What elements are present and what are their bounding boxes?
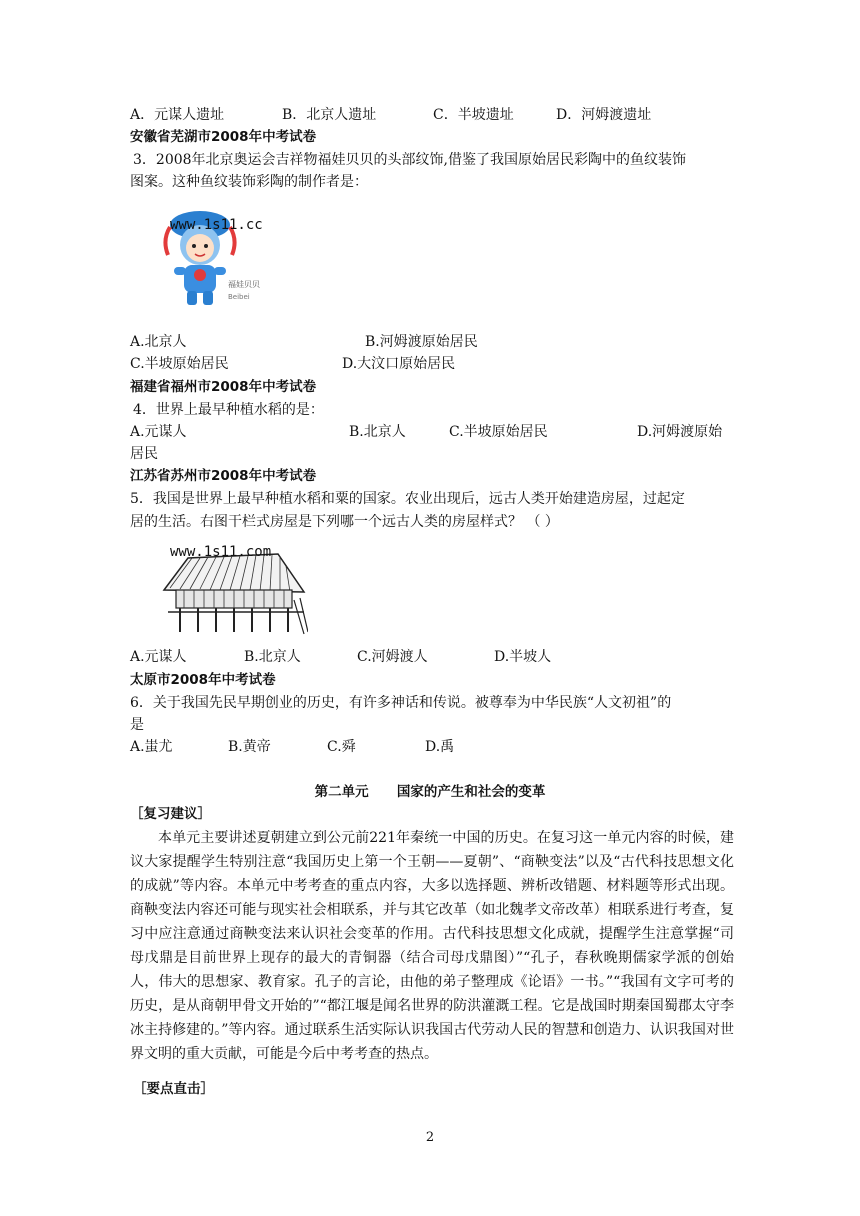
page-number: 2 [425, 1130, 435, 1145]
q4-option-d: D.河姆渡原始 [637, 424, 723, 440]
section-heading-wuhu: 安徽省芜湖市2008年中考试卷 [130, 129, 317, 145]
review-heading: ［复习建议］ [130, 806, 211, 822]
q2-option-b: B．北京人遗址 [282, 107, 377, 123]
q5-option-c: C.河姆渡人 [357, 649, 428, 665]
review-paragraph: 本单元主要讲述夏朝建立到公元前221年秦统一中国的历史。在复习这一单元内容的时候，建议大家提醒学生特别注意“我国历史上第一个王朝——夏朝”、“商鞅变法”以及“古代科技思想文化的成就”等内容。本单元中考考查的重点内容，大多以选择题、辨析改错题、材料题等形式出现。商鞅变法内容还可能与现实社会相联系，并与其它改革（如北魏孝文帝改革）相联系进行考查，复习中应注意通过商鞅变法来认识社会变革的作用。古代科技思想文化成就，提醒学生注意掌握“司母戊鼎是目前世界上现存的最大的青铜器（结合司母戊鼎图）”“孔子，春秋晚期儒家学派的创始人，伟大的思想家、教育家。孔子的言论，由他的弟子整理成《论语》一书。”“我国有文字可考的历史，是从商朝甲骨文开始的”“都江堰是闻名世界的防洪灌溉工程。它是战国时期秦国蜀郡太守李冰主持修建的。”等内容。通过联系生活实际认识我国古代劳动人民的智慧和创造力、认识我国对世界文明的重大贡献，可能是今后中考考查的热点。 [130, 830, 734, 1062]
question-3-stem-cont: 图案。这种鱼纹装饰彩陶的制作者是： [130, 174, 368, 190]
q3-option-c: C.半坡原始居民 [130, 356, 229, 372]
question-6-stem-cont: 是 [130, 717, 144, 733]
q5-option-a: A.元谋人 [130, 649, 187, 665]
q3-option-d: D.大汶口原始居民 [342, 356, 456, 372]
q6-option-c: C.舜 [327, 739, 356, 755]
watermark-text: www.1s11.cc [170, 217, 263, 233]
q6-option-a: A.蚩尤 [130, 739, 173, 755]
q4-option-b: B.北京人 [349, 424, 406, 440]
q6-option-b: B.黄帝 [228, 739, 271, 755]
q5-option-b: B.北京人 [244, 649, 301, 665]
q2-option-a: A．元谋人遗址 [130, 107, 225, 123]
section-heading-suzhou: 江苏省苏州市2008年中考试卷 [130, 468, 317, 484]
question-3-stem: 3．2008年北京奥运会吉祥物福娃贝贝的头部纹饰,借鉴了我国原始居民彩陶中的鱼纹装饰 [133, 152, 686, 168]
q4-option-c: C.半坡原始居民 [449, 424, 548, 440]
key-points-heading: ［要点直击］ [133, 1081, 214, 1097]
question-4-stem: 4．世界上最早种植水稻的是： [133, 402, 324, 418]
fuwa-beibei-figure [160, 205, 270, 320]
section-heading-taiyuan: 太原市2008年中考试卷 [130, 672, 276, 688]
question-5-stem: 5．我国是世界上最早种植水稻和粟的国家。农业出现后，远古人类开始建造房屋，过起定 [130, 491, 685, 507]
section-heading-fuzhou: 福建省福州市2008年中考试卷 [130, 379, 317, 395]
unit-title: 第二单元 国家的产生和社会的变革 [314, 784, 546, 800]
q3-option-b: B.河姆渡原始居民 [365, 334, 478, 350]
q2-option-c: C．半坡遗址 [433, 107, 514, 123]
watermark-text: www.1s11.com [170, 544, 272, 560]
question-5-stem-cont: 居的生活。右图干栏式房屋是下列哪一个远古人类的房屋样式？ （ ） [130, 514, 559, 530]
fuwa-caption: 福娃贝贝 [228, 280, 260, 289]
q3-option-a: A.北京人 [130, 334, 187, 350]
q4-option-a: A.元谋人 [130, 424, 187, 440]
q4-option-d-cont: 居民 [130, 446, 158, 462]
q2-option-d: D．河姆渡遗址 [556, 107, 652, 123]
stilt-house-figure [158, 540, 308, 636]
svg-text:Beibei: Beibei [228, 293, 250, 301]
q5-option-d: D.半坡人 [494, 649, 552, 665]
q6-option-d: D.禹 [425, 739, 455, 755]
question-6-stem: 6．关于我国先民早期创业的历史，有许多神话和传说。被尊奉为中华民族“人文初祖”的 [130, 695, 672, 711]
